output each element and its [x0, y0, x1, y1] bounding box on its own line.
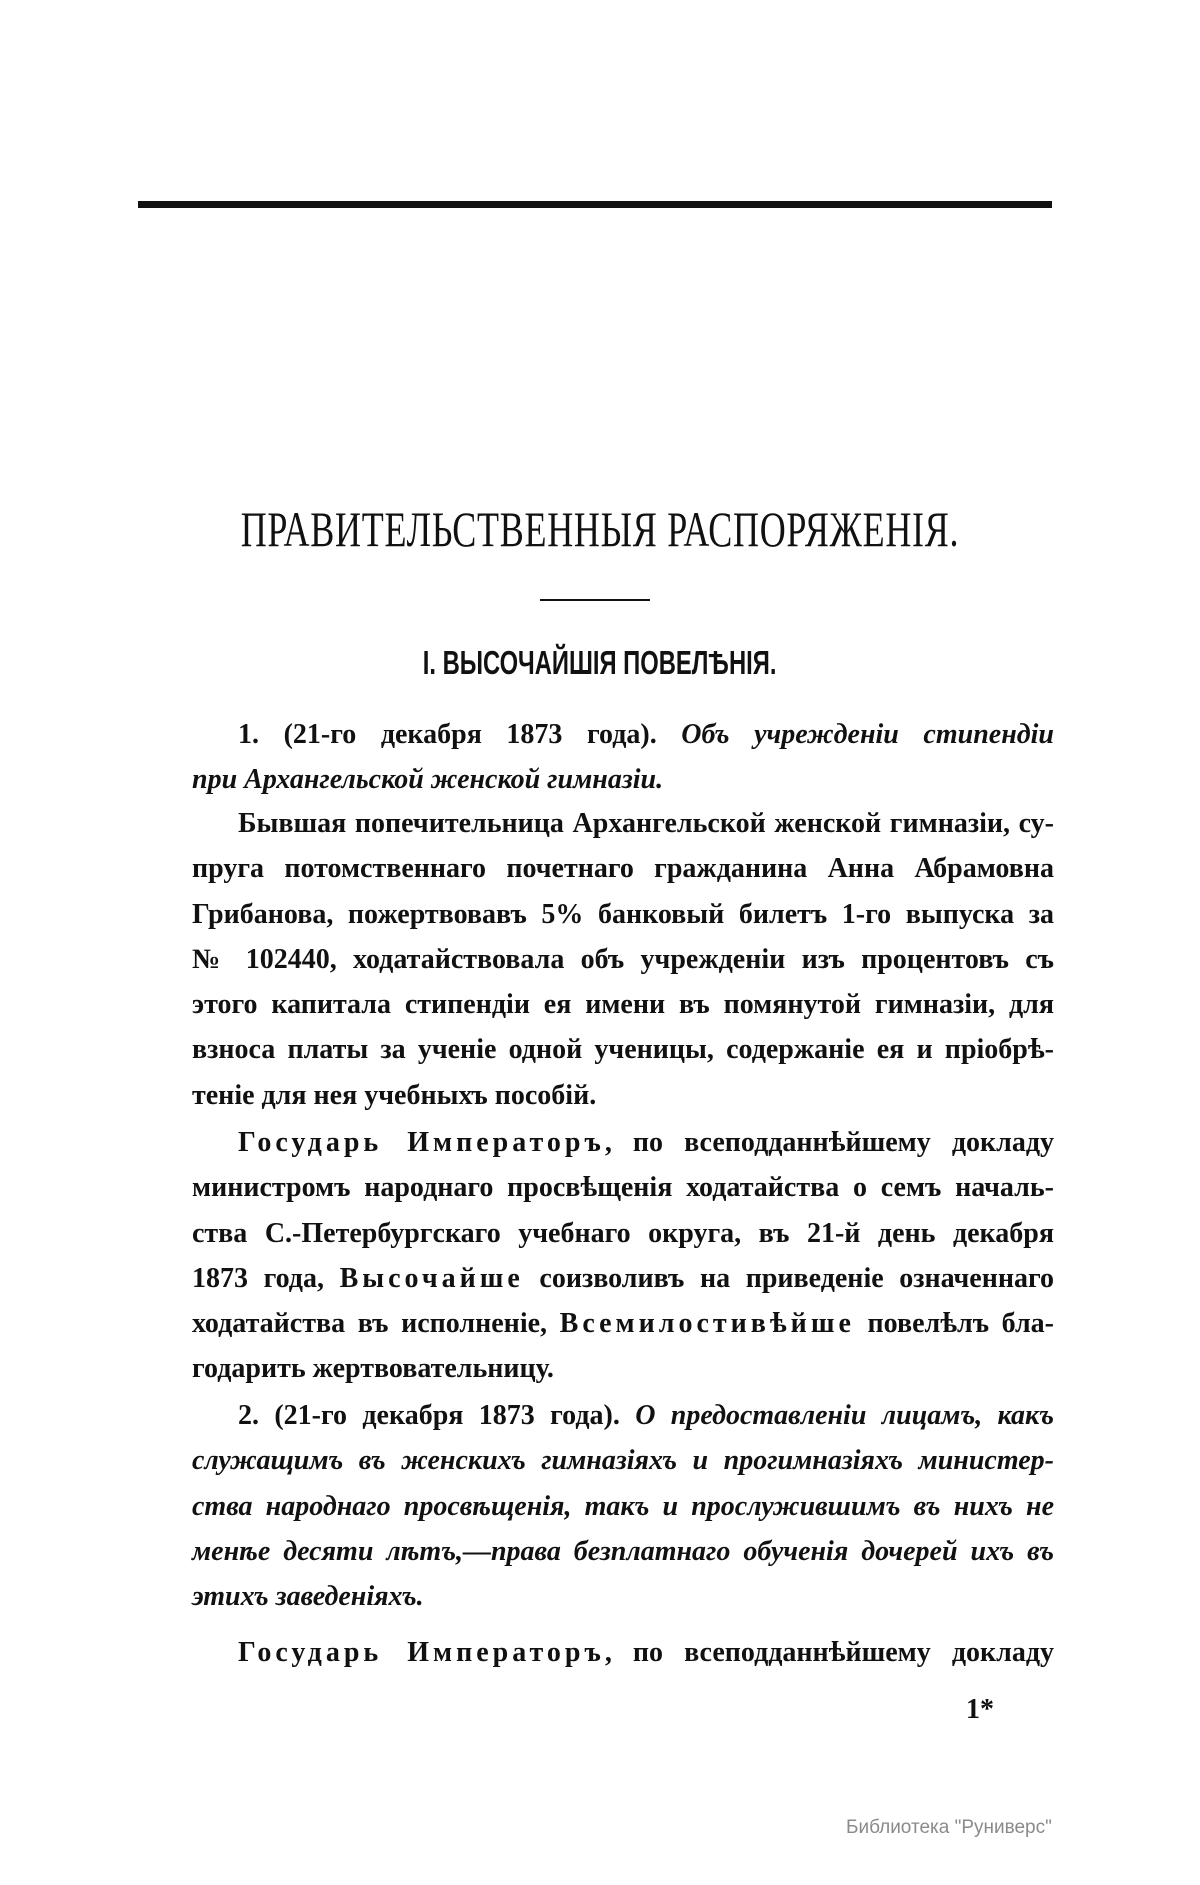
paragraph [192, 801, 1054, 1118]
text-line [192, 1438, 1054, 1483]
text-line [192, 1165, 1054, 1210]
text-line [192, 1301, 1054, 1346]
text-segment: ходатайства въ исполненіе, [192, 1308, 560, 1340]
text-line [192, 712, 1054, 757]
text-segment: министромъ народнаго просвѣщенія ходатайства о семъ началь- [192, 1172, 1054, 1204]
text-segment: 2. (21-го декабря 1873 года). [238, 1400, 636, 1431]
text-line [192, 1529, 1054, 1574]
text-segment: Грибанова, пожертвовавъ 5% банковый билетъ 1-го выпуска за [192, 898, 1054, 930]
text-line [192, 1346, 1054, 1391]
text-line [192, 1256, 1054, 1301]
italic-text: менѣе десяти лѣтъ,—права безплатнаго обученія дочерей ихъ въ [192, 1535, 1054, 1567]
italic-text: служащимъ въ женскихъ гимназіяхъ и прогимназіяхъ министер- [192, 1445, 1054, 1477]
italic-text: ства народнаго просвѣщенія, такъ и прослужившимъ въ нихъ не [192, 1490, 1054, 1522]
library-watermark: Библиотека "Руниверс" [846, 1817, 1052, 1838]
paragraph [192, 712, 1054, 803]
italic-text: О предоставленіи лицамъ, какъ [635, 1400, 1054, 1431]
italic-text: при Архангельской женской гимназіи. [192, 764, 664, 796]
section-heading: I. ВЫСОЧАЙШІЯ ПОВЕЛѢНІЯ. [423, 644, 777, 681]
text-segment: соизволивъ на приведеніе означеннаго [523, 1262, 1055, 1294]
text-line [192, 1574, 1054, 1619]
text-segment: взноса платы за ученіе одной ученицы, содержаніе ея и пріобрѣ- [192, 1034, 1054, 1066]
text-line [192, 1484, 1054, 1529]
spaced-text: Государь Императоръ [238, 1127, 605, 1158]
text-segment: , по всеподданнѣйшему докладу [604, 1127, 1054, 1158]
text-segment: теніе для нея учебныхъ пособій. [192, 1079, 597, 1111]
text-line [192, 1393, 1054, 1438]
title-divider [540, 599, 650, 601]
text-line [192, 757, 1054, 802]
text-segment: пруга потомственнаго почетнаго гражданина Анна Абрамовна [192, 853, 1054, 885]
text-segment: повелѣлъ бла- [854, 1308, 1054, 1340]
paragraph [192, 1393, 1054, 1619]
text-line [192, 1211, 1054, 1256]
text-line [192, 1073, 1054, 1118]
text-line [192, 846, 1054, 891]
text-line [192, 801, 1054, 846]
spaced-text: Всемилостивѣйше [559, 1308, 855, 1340]
text-segment: ства С.-Петербургскаго учебнаго округа, въ 21-й день декабря [192, 1217, 1054, 1249]
paragraph [192, 1120, 1054, 1392]
text-segment: годарить жертвовательницу. [192, 1353, 554, 1385]
text-line [192, 982, 1054, 1027]
italic-text: этихъ заведеніяхъ. [192, 1581, 424, 1613]
page-title: ПРАВИТЕЛЬСТВЕННЫЯ РАСПОРЯЖЕНІЯ. [240, 501, 960, 557]
section-heading-wrap [0, 644, 1200, 682]
spaced-text: Государь Императоръ [238, 1637, 605, 1668]
text-segment: этого капитала стипендіи ея имени въ помянутой гимназіи, для [192, 989, 1054, 1021]
text-line [192, 1630, 1054, 1675]
paragraph [192, 1630, 1054, 1675]
text-line [192, 937, 1054, 982]
text-segment: 1. (21-го декабря 1873 года). [238, 719, 682, 750]
page-number: 1* [966, 1694, 994, 1725]
text-line [192, 1027, 1054, 1072]
text-segment: 1873 года, [192, 1262, 340, 1294]
text-segment: , по всеподданнѣйшему докладу [604, 1637, 1054, 1668]
spaced-text: Высочайше [339, 1262, 524, 1294]
top-rule [138, 201, 1052, 208]
text-segment: Бывшая попечительница Архангельской женской гимназіи, су- [238, 808, 1054, 839]
text-segment: № 102440, ходатайствовала объ учрежденіи изъ процентовъ съ [192, 943, 1054, 975]
page-title-wrap [0, 500, 1200, 558]
text-line [192, 892, 1054, 937]
text-line [192, 1120, 1054, 1165]
italic-text: Объ учрежденіи стипендіи [681, 719, 1055, 750]
